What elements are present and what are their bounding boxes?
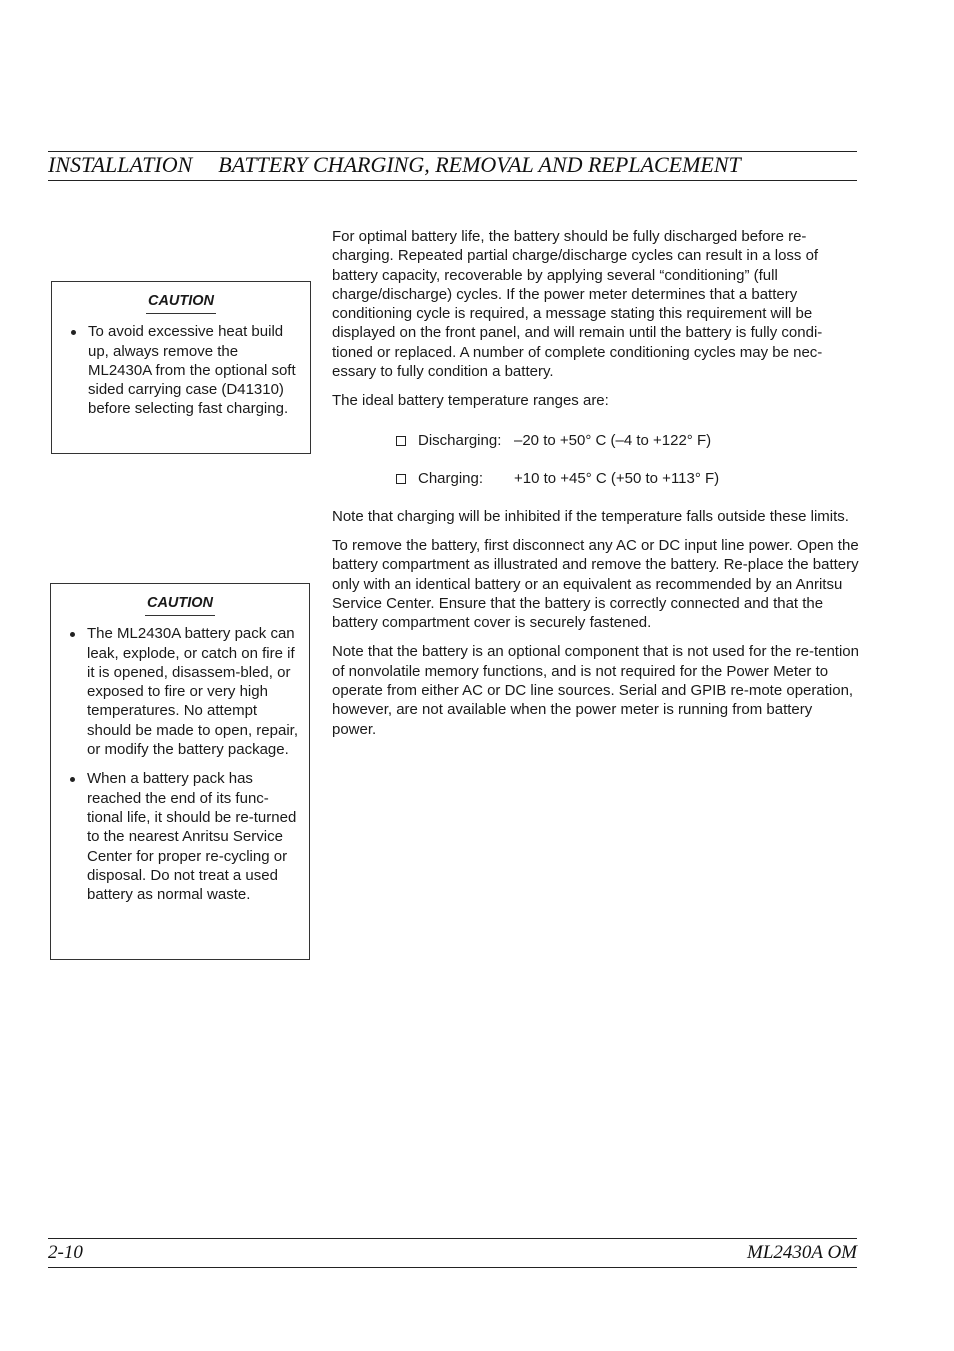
page-footer xyxy=(48,1238,857,1268)
body-text xyxy=(332,227,860,749)
caution-title: CAUTION xyxy=(145,594,215,616)
caution-item-text: To avoid excessive heat build up, always remove the ML2430A from the optional soft sided carrying case (D41310) before selecting fast charging. xyxy=(88,323,296,418)
caution-title: CAUTION xyxy=(146,292,216,314)
header-section: BATTERY CHARGING, REMOVAL AND REPLACEMENT xyxy=(218,152,741,177)
paragraph-ranges-intro: The ideal battery temperature ranges are: xyxy=(332,392,609,410)
range-value: –20 to +50° C (–4 to +122° F) xyxy=(514,431,712,449)
page-number: 2-10 xyxy=(48,1242,83,1263)
bullet-icon xyxy=(70,632,75,637)
bullet-icon xyxy=(71,330,76,335)
page-header xyxy=(48,151,857,181)
caution-list xyxy=(59,624,301,904)
range-item-charging xyxy=(332,469,860,488)
paragraph-charging-inhibited: Note that charging will be inhibited if the temperature falls outside these limits. xyxy=(332,507,849,525)
range-label: Discharging: xyxy=(418,431,502,449)
caution-item xyxy=(59,624,301,759)
paragraph-conditioning: For optimal battery life, the battery should be fully discharged before re-charging. Repeated partial charge/discharge cycles can result in a loss of battery capacity, recoverable by applying several “conditioning” (full charge/discharge) cycles. If the power meter determines that a battery conditioning cycle is required, a message stating this requirement will be displayed on the front panel, and will remain until the battery is fully condi-tioned or replaced. A number of complete conditioning cycles may be nec-essary to fully condition a battery. xyxy=(332,228,823,381)
paragraph-optional-component: Note that the battery is an optional component that is not used for the re-tention of nonvolatile memory functions, and is not required for the Power Meter to operate from either AC or DC line sources. Serial and GPIB re-mote operation, however, are not available when the power meter is running from battery power. xyxy=(332,643,859,738)
header-chapter: INSTALLATION xyxy=(48,152,193,177)
range-item-discharging xyxy=(332,431,860,450)
document-id: ML2430A OM xyxy=(747,1242,857,1263)
bullet-icon xyxy=(70,777,75,782)
caution-box-heat xyxy=(51,281,311,454)
caution-item-text: The ML2430A battery pack can leak, explode, or catch on fire if it is opened, disassem-bled, or exposed to fire or very high temperatures. No attempt should be made to open, repair, or modify the battery package. xyxy=(87,625,298,759)
range-label: Charging: xyxy=(418,469,484,487)
caution-item xyxy=(60,322,302,418)
temperature-ranges xyxy=(332,431,860,488)
header-title xyxy=(48,153,741,177)
checkbox-bullet-icon xyxy=(396,436,406,446)
caution-list xyxy=(60,322,302,418)
checkbox-bullet-icon xyxy=(396,474,406,484)
paragraph-remove-battery: To remove the battery, first disconnect any AC or DC input line power. Open the battery compartment as illustrated and remove the battery. Re-place the battery only with an identical battery or an equivalent as recommended by an Anritsu Service Center. Ensure that the battery is correctly connected and that the battery compartment cover is securely fastened. xyxy=(332,536,859,632)
caution-item-text: When a battery pack has reached the end of its func-tional life, it should be re-turned to the nearest Anritsu Service Center for proper re-cycling or disposal. Do not treat a used battery as normal waste. xyxy=(87,770,297,904)
caution-box-disposal xyxy=(50,583,310,960)
range-value: +10 to +45° C (+50 to +113° F) xyxy=(514,469,720,487)
caution-item xyxy=(59,769,301,904)
